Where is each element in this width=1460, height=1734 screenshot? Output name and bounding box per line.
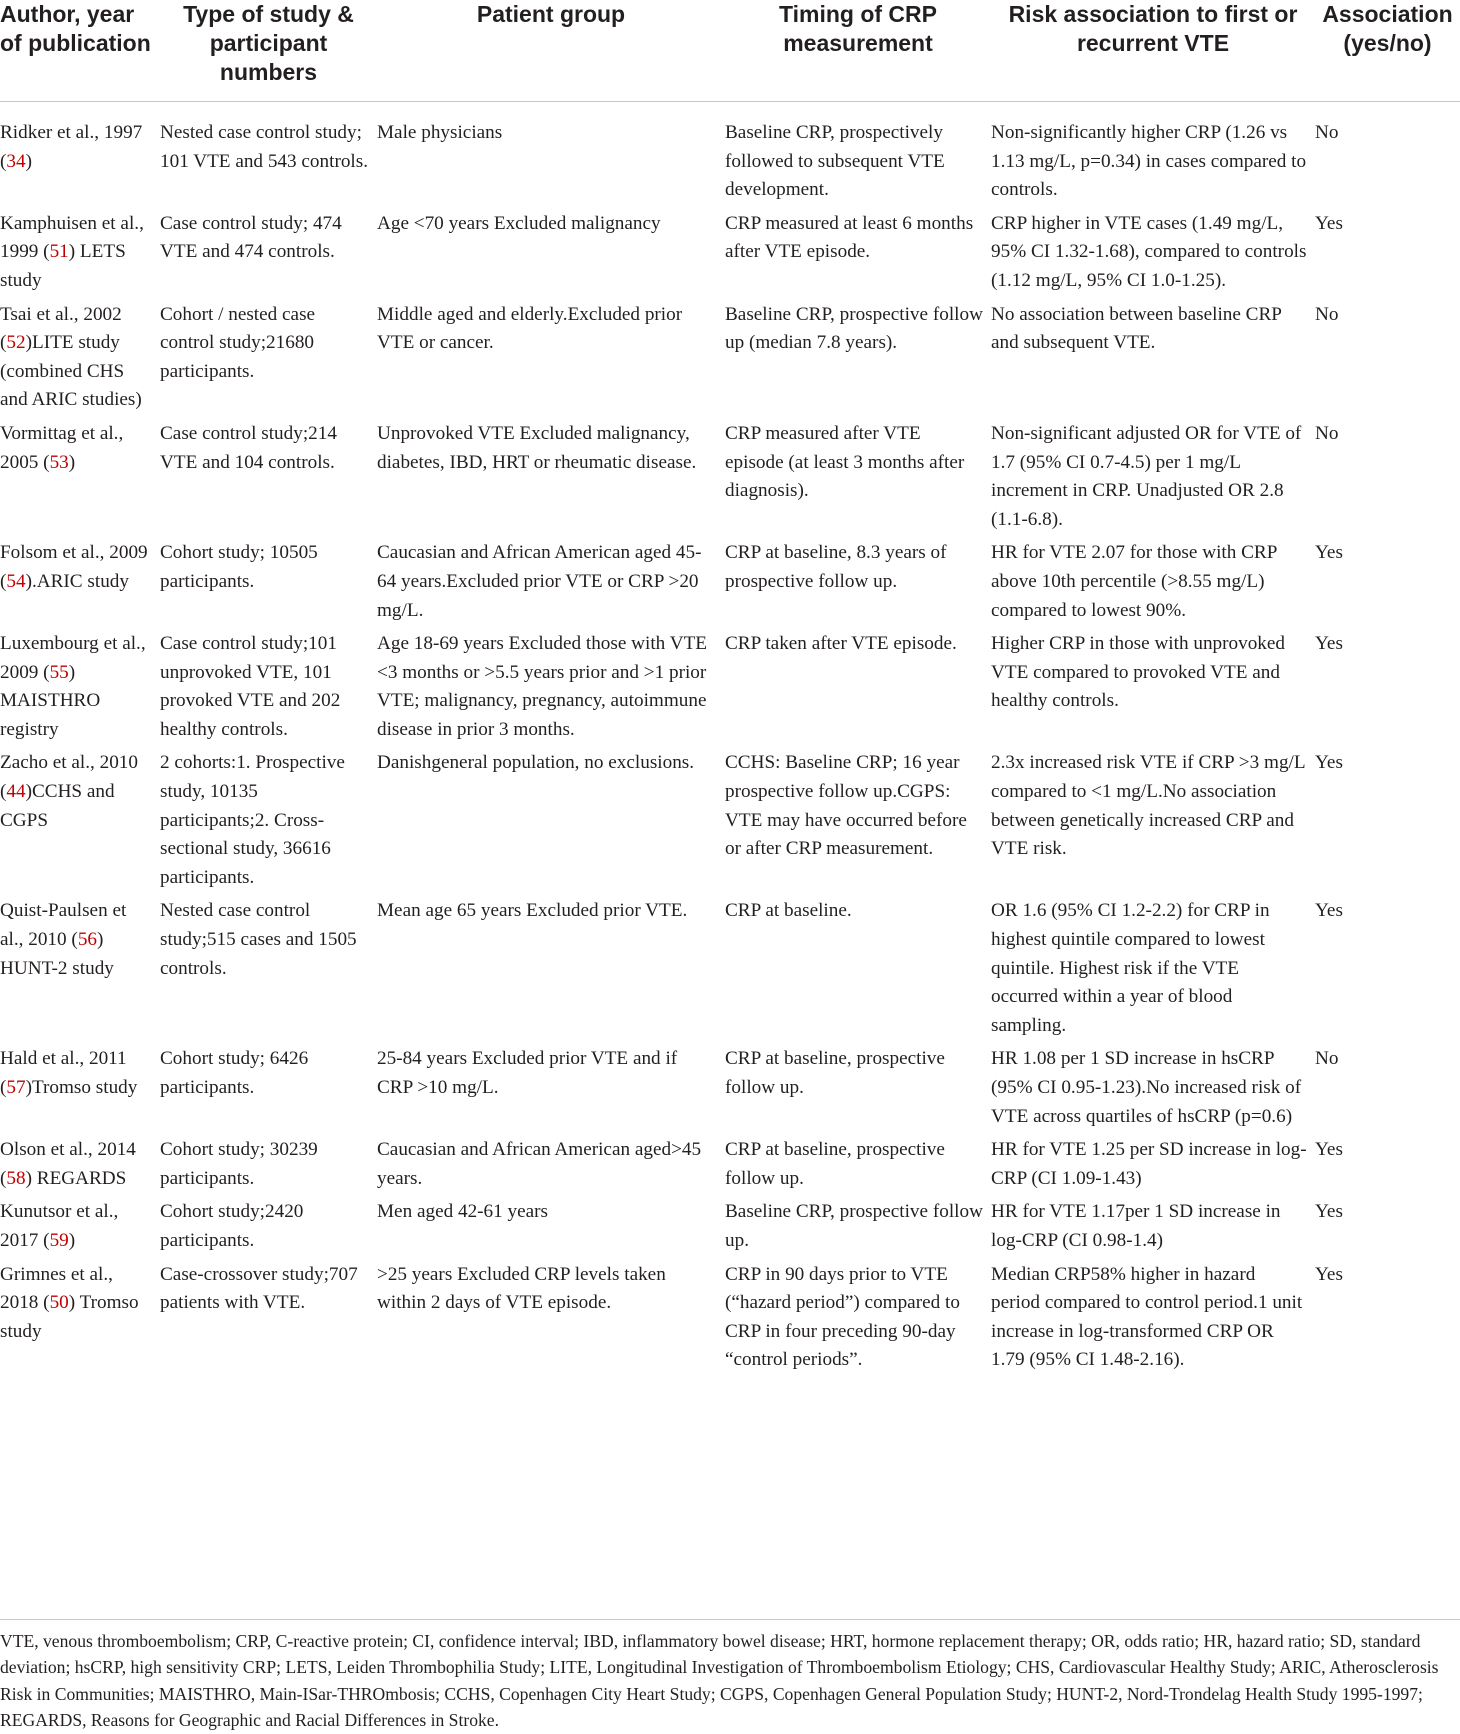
cell-study-type — [160, 539, 377, 630]
cell-patient-group — [377, 897, 725, 1045]
cell-study-type — [160, 749, 377, 897]
cell-risk-association — [991, 897, 1315, 1045]
cell-association-text: Yes — [1315, 212, 1343, 234]
cell-author — [0, 749, 160, 897]
reference-link[interactable]: 44 — [6, 781, 26, 803]
cell-association — [1315, 897, 1460, 1045]
author-text-suffix: ) HUNT-2 study — [0, 929, 114, 979]
cell-patient-group — [377, 1045, 725, 1136]
cell-risk-association — [991, 749, 1315, 897]
cell-patient-group-text: Caucasian and African American aged>45 years. — [377, 1139, 702, 1189]
cell-association — [1315, 1045, 1460, 1136]
cell-patient-group-text: Men aged 42-61 years — [377, 1201, 549, 1223]
reference-link[interactable]: 59 — [49, 1229, 69, 1251]
cell-risk-association-text: HR for VTE 1.25 per SD increase in log-CRP (CI 1.09-1.43) — [991, 1139, 1307, 1189]
cell-association-text: Yes — [1315, 1263, 1343, 1285]
author-text-suffix: ) — [25, 150, 32, 172]
header-risk-association: Risk association to first or recurrent VTE — [991, 0, 1315, 102]
cell-study-type-text: 2 cohorts:1. Prospective study, 10135 participants;2. Cross-sectional study, 36616 participants. — [160, 752, 345, 888]
cell-crp-timing-text: CRP at baseline. — [725, 900, 852, 922]
cell-patient-group-text: >25 years Excluded CRP levels taken within 2 days of VTE episode. — [377, 1263, 666, 1314]
cell-association — [1315, 301, 1460, 420]
author-text-suffix: )Tromso study — [25, 1077, 138, 1098]
cell-crp-timing-text: CRP measured after VTE episode (at least 3 months after diagnosis). — [725, 422, 965, 502]
cell-author — [0, 630, 160, 749]
header-study-type: Type of study & participant numbers — [160, 0, 377, 102]
cell-risk-association — [991, 210, 1315, 301]
cell-study-type-text: Case-crossover study;707 patients with VTE. — [160, 1263, 358, 1314]
table-row — [0, 301, 1460, 420]
cell-patient-group-text: Male physicians — [377, 122, 503, 143]
author-text-suffix: ) — [68, 451, 76, 473]
cell-risk-association — [991, 420, 1315, 539]
table-row — [0, 210, 1460, 301]
reference-link[interactable]: 53 — [49, 451, 69, 473]
reference-link[interactable]: 57 — [6, 1077, 26, 1098]
cell-patient-group-text: Danishgeneral population, no exclusions. — [377, 752, 695, 774]
cell-risk-association-text: Higher CRP in those with unprovoked VTE compared to provoked VTE and healthy controls. — [991, 633, 1286, 712]
cell-author — [0, 102, 160, 210]
cell-study-type-text: Case control study; 474 VTE and 474 controls. — [160, 212, 342, 263]
author-text: Quist-Paulsen et al., 2010 ( — [0, 900, 127, 951]
cell-risk-association — [991, 102, 1315, 210]
cell-crp-timing-text: CRP at baseline, prospective follow up. — [725, 1048, 945, 1098]
table-row — [0, 1261, 1460, 1392]
cell-patient-group-text: 25-84 years Excluded prior VTE and if CRP >10 mg/L. — [377, 1048, 678, 1098]
cell-association-text: Yes — [1315, 633, 1343, 655]
author-text-suffix: ).ARIC study — [25, 570, 129, 592]
table-row — [0, 1136, 1460, 1198]
author-text: Ridker et al., 1997 ( — [0, 122, 143, 172]
cell-risk-association — [991, 630, 1315, 749]
cell-author — [0, 1261, 160, 1392]
cell-crp-timing-text: CRP in 90 days prior to VTE (“hazard period”) compared to CRP in four preceding 90-day “control periods”. — [725, 1263, 960, 1371]
cell-patient-group-text: Age <70 years Excluded malignancy — [377, 212, 661, 234]
cell-crp-timing-text: CRP at baseline, prospective follow up. — [725, 1139, 945, 1189]
cell-study-type — [160, 301, 377, 420]
header-author-year: Author, year of publication — [0, 0, 160, 102]
cell-patient-group-text: Caucasian and African American aged 45-64 years.Excluded prior VTE or CRP >20 mg/L. — [377, 542, 702, 621]
author-text: Folsom et al., 2009 ( — [0, 542, 148, 592]
reference-link[interactable]: 52 — [6, 332, 26, 354]
table-row — [0, 897, 1460, 1045]
reference-link[interactable]: 56 — [77, 929, 97, 951]
cell-association-text: Yes — [1315, 542, 1343, 564]
cell-association — [1315, 420, 1460, 539]
table-footnote: VTE, venous thromboembolism; CRP, C-reactive protein; CI, confidence interval; IBD, inflammatory bowel disease; HRT, hormone replacement therapy; OR, odds ratio; HR, hazard ratio; SD, standard deviation; hsCRP, high sensitivity CRP; LETS, Leiden Thrombophilia Study; LITE, Longitudinal Investigation of Thromboembolism Etiology; CHS, Cardiovascular Healthy Study; ARIC, Atherosclerosis Risk in Communities; MAISTHRO, Main-ISar-THROmbosis; CCHS, Copenhagen City Heart Study; CGPS, Copenhagen General Population Study; HUNT-2, Nord-Trondelag Health Study 1995-1997; REGARDS, Reasons for Geographic and Racial Differences in Stroke. — [0, 1619, 1460, 1734]
author-text: Luxembourg et al., 2009 ( — [0, 633, 146, 683]
header-crp-timing: Timing of CRP measurement — [725, 0, 991, 102]
cell-risk-association-text: Non-significant adjusted OR for VTE of 1.7 (95% CI 0.7-4.5) per 1 mg/L increment in CRP. Unadjusted OR 2.8 (1.1-6.8). — [991, 422, 1302, 530]
cell-crp-timing — [725, 420, 991, 539]
cell-crp-timing — [725, 749, 991, 897]
author-text: Vormittag et al., 2005 ( — [0, 422, 124, 473]
reference-link[interactable]: 55 — [49, 661, 69, 683]
cell-association-text: Yes — [1315, 752, 1343, 774]
cell-crp-timing — [725, 1136, 991, 1198]
cell-risk-association-text: 2.3x increased risk VTE if CRP >3 mg/L compared to <1 mg/L.No association between genetically increased CRP and VTE risk. — [991, 752, 1305, 860]
cell-crp-timing — [725, 1198, 991, 1260]
cell-association-text: No — [1315, 303, 1339, 325]
reference-link[interactable]: 34 — [6, 150, 26, 172]
cell-study-type — [160, 630, 377, 749]
cell-study-type — [160, 1261, 377, 1392]
cell-study-type — [160, 1045, 377, 1136]
cell-crp-timing-text: Baseline CRP, prospective follow up. — [725, 1201, 983, 1251]
cell-study-type — [160, 420, 377, 539]
cell-association-text: Yes — [1315, 1201, 1343, 1223]
cell-risk-association-text: Median CRP58% higher in hazard period compared to control period.1 unit increase in log-transformed CRP OR 1.79 (95% CI 1.48-2.16). — [991, 1263, 1303, 1371]
cell-patient-group-text: Middle aged and elderly.Excluded prior VTE or cancer. — [377, 303, 683, 354]
cell-study-type — [160, 210, 377, 301]
author-text: Kunutsor et al., 2017 ( — [0, 1201, 119, 1251]
cell-crp-timing — [725, 539, 991, 630]
cell-risk-association-text: No association between baseline CRP and subsequent VTE. — [991, 303, 1282, 354]
cell-patient-group — [377, 102, 725, 210]
cell-association — [1315, 749, 1460, 897]
cell-risk-association-text: CRP higher in VTE cases (1.49 mg/L, 95% CI 1.32-1.68), compared to controls (1.12 mg/L, 95% CI 1.0-1.25). — [991, 212, 1307, 291]
cell-association — [1315, 210, 1460, 301]
author-text-suffix: ) Tromso study — [0, 1292, 139, 1342]
cell-risk-association — [991, 1136, 1315, 1198]
author-text-suffix: ) REGARDS — [25, 1167, 127, 1189]
cell-author — [0, 420, 160, 539]
cell-association-text: No — [1315, 422, 1339, 444]
cell-crp-timing — [725, 210, 991, 301]
cell-crp-timing-text: CRP at baseline, 8.3 years of prospective follow up. — [725, 542, 947, 592]
cell-association — [1315, 1198, 1460, 1260]
table-row — [0, 539, 1460, 630]
author-text-suffix: )LITE study (combined CHS and ARIC studies) — [0, 332, 142, 411]
cell-author — [0, 1198, 160, 1260]
cell-association-text: Yes — [1315, 900, 1343, 922]
cell-risk-association-text: Non-significantly higher CRP (1.26 vs 1.13 mg/L, p=0.34) in cases compared to controls. — [991, 122, 1307, 201]
cell-risk-association — [991, 1261, 1315, 1392]
cell-risk-association — [991, 539, 1315, 630]
cell-association-text: No — [1315, 1048, 1339, 1070]
cell-study-type-text: Cohort study; 30239 participants. — [160, 1139, 318, 1189]
table-row — [0, 420, 1460, 539]
author-text: Kamphuisen et al., 1999 ( — [0, 212, 144, 263]
cell-crp-timing — [725, 1045, 991, 1136]
cell-association-text: No — [1315, 122, 1339, 143]
cell-risk-association-text: HR 1.08 per 1 SD increase in hsCRP (95% CI 0.95-1.23).No increased risk of VTE across quartiles of hsCRP (p=0.6) — [991, 1048, 1302, 1127]
cell-patient-group — [377, 420, 725, 539]
cell-study-type — [160, 1136, 377, 1198]
cell-risk-association — [991, 1198, 1315, 1260]
author-text-suffix: ) MAISTHRO registry — [0, 661, 101, 740]
cell-association — [1315, 1261, 1460, 1392]
cell-patient-group-text: Age 18-69 years Excluded those with VTE <3 months or >5.5 years prior and >1 prior VTE; malignancy, pregnancy, autoimmune disease in prior 3 months. — [377, 633, 708, 740]
cell-crp-timing-text: Baseline CRP, prospective follow up (median 7.8 years). — [725, 303, 983, 354]
cell-crp-timing-text: CRP measured at least 6 months after VTE episode. — [725, 212, 974, 263]
cell-study-type-text: Case control study;101 unprovoked VTE, 101 provoked VTE and 202 healthy controls. — [160, 633, 341, 740]
cell-association — [1315, 1136, 1460, 1198]
cell-crp-timing — [725, 897, 991, 1045]
cell-study-type — [160, 1198, 377, 1260]
table-header — [0, 0, 1460, 102]
cell-patient-group — [377, 1136, 725, 1198]
author-text-suffix: )CCHS and CGPS — [0, 781, 115, 831]
author-text: Hald et al., 2011 ( — [0, 1048, 127, 1098]
reference-link[interactable]: 51 — [49, 241, 69, 263]
cell-association-text: Yes — [1315, 1139, 1343, 1161]
cell-patient-group — [377, 210, 725, 301]
header-patient-group: Patient group — [377, 0, 725, 102]
cell-risk-association-text: HR for VTE 1.17per 1 SD increase in log-CRP (CI 0.98-1.4) — [991, 1201, 1281, 1251]
cell-crp-timing — [725, 102, 991, 210]
cell-risk-association — [991, 1045, 1315, 1136]
cell-association — [1315, 630, 1460, 749]
cell-risk-association-text: HR for VTE 2.07 for those with CRP above 10th percentile (>8.55 mg/L) compared to lowest 90%. — [991, 542, 1277, 621]
header-row — [0, 0, 1460, 102]
table-row — [0, 1045, 1460, 1136]
cell-study-type-text: Cohort study; 10505 participants. — [160, 542, 318, 592]
cell-author — [0, 1136, 160, 1198]
cell-study-type-text: Cohort study; 6426 participants. — [160, 1048, 309, 1098]
cell-crp-timing — [725, 630, 991, 749]
cell-crp-timing — [725, 301, 991, 420]
cell-patient-group — [377, 749, 725, 897]
author-text: Tsai et al., 2002 ( — [0, 303, 122, 354]
cell-patient-group — [377, 301, 725, 420]
cell-crp-timing-text: CCHS: Baseline CRP; 16 year prospective follow up.CGPS: VTE may have occurred before or after CRP measurement. — [725, 752, 967, 860]
cell-patient-group-text: Unprovoked VTE Excluded malignancy, diabetes, IBD, HRT or rheumatic disease. — [377, 422, 697, 473]
cell-author — [0, 539, 160, 630]
cell-patient-group — [377, 539, 725, 630]
author-text-suffix: ) LETS study — [0, 241, 126, 291]
cell-crp-timing — [725, 1261, 991, 1392]
cell-crp-timing-text: CRP taken after VTE episode. — [725, 633, 957, 655]
cell-risk-association — [991, 301, 1315, 420]
table-row — [0, 630, 1460, 749]
table-row — [0, 1198, 1460, 1260]
table-row — [0, 102, 1460, 210]
cell-association — [1315, 102, 1460, 210]
cell-study-type-text: Cohort / nested case control study;21680 participants. — [160, 303, 316, 382]
author-text: Grimnes et al., 2018 ( — [0, 1263, 113, 1314]
cell-study-type-text: Case control study;214 VTE and 104 controls. — [160, 422, 337, 473]
cell-study-type — [160, 897, 377, 1045]
cell-patient-group — [377, 1261, 725, 1392]
cell-study-type — [160, 102, 377, 210]
cell-author — [0, 301, 160, 420]
reference-link[interactable]: 54 — [6, 570, 26, 592]
author-text: Zacho et al., 2010 ( — [0, 752, 138, 803]
cell-patient-group-text: Mean age 65 years Excluded prior VTE. — [377, 900, 688, 922]
cell-author — [0, 210, 160, 301]
cell-patient-group — [377, 630, 725, 749]
table-row — [0, 749, 1460, 897]
cell-association — [1315, 539, 1460, 630]
table-body — [0, 102, 1460, 1392]
cell-author — [0, 897, 160, 1045]
cell-patient-group — [377, 1198, 725, 1260]
cell-author — [0, 1045, 160, 1136]
cell-study-type-text: Nested case control study; 101 VTE and 543 controls. — [160, 122, 369, 172]
header-association-yes-no: Association (yes/no) — [1315, 0, 1460, 102]
cell-study-type-text: Nested case control study;515 cases and 1505 controls. — [160, 900, 357, 979]
cell-study-type-text: Cohort study;2420 participants. — [160, 1201, 304, 1251]
author-text: Olson et al., 2014 ( — [0, 1139, 136, 1189]
cell-crp-timing-text: Baseline CRP, prospectively followed to subsequent VTE development. — [725, 122, 945, 201]
author-text-suffix: ) — [68, 1229, 76, 1251]
reference-link[interactable]: 50 — [49, 1292, 69, 1314]
cell-risk-association-text: OR 1.6 (95% CI 1.2-2.2) for CRP in highest quintile compared to lowest quintile. Highest risk if the VTE occurred within a year of blood sampling. — [991, 900, 1270, 1036]
reference-link[interactable]: 58 — [6, 1167, 26, 1189]
